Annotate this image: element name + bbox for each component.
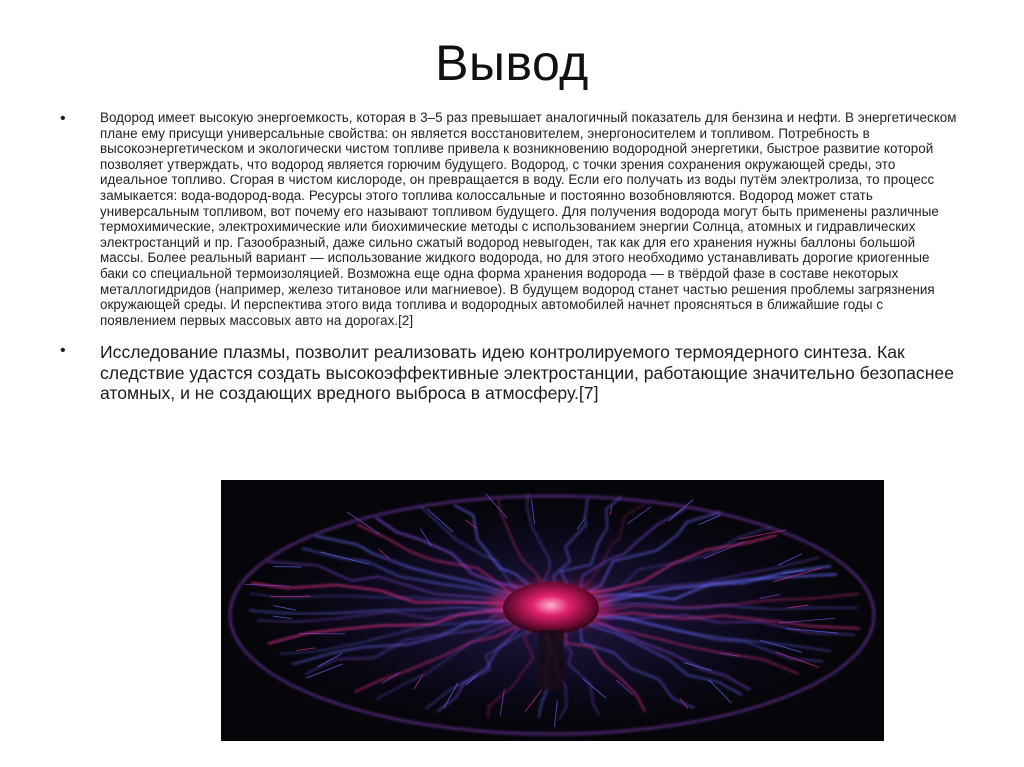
bullet-marker: • [60,110,66,127]
bullet-item-hydrogen [60,110,960,328]
plasma-ball-illustration [221,480,884,741]
plasma-image [221,480,884,741]
plasma-core [503,582,599,634]
bullet-text-plasma: Исследование плазмы, позволит реализовать идею контролируемого термоядерного синтеза. Как следствие удастся создать высокоэффективные электростанции, работающие значительно безопаснее атомных, и не создающих вредного выброса в атмосферу.[7] [100,342,954,404]
core-stem [539,630,563,690]
bullet-list [60,110,960,404]
bullet-text-hydrogen: Водород имеет высокую энергоемкость, которая в 3–5 раз превышает аналогичный показатель для бензина и нефти. В энергетическом плане ему присущи универсальные свойства: он является восстановителем, энергоносителем и топливом. Потребность в высокоэнергетическом и экологически чистом топливе привела к возникновению водородной энергетики, быстрое развитие которой позволяет утверждать, что водород является горючим будущего. Водород, с точки зрения сохранения окружающей среды, это идеальное топливо. Сгорая в чистом кислороде, он превращается в воду. Если его получать из воды путём электролиза, то процесс замыкается: вода-водород-вода. Ресурсы этого топлива колоссальные и постоянно возобновляются. Водород может стать универсальным топливом, вот почему его называют топливом будущего. Для получения водорода могут быть применены различные термохимические, электрохимические или биохимические методы с использованием энергии Солнца, атомных и гидравлических электростанций и пр. Газообразный, даже сильно сжатый водород невыгоден, так как для его хранения нужны баллоны большой массы. Более реальный вариант — использование жидкого водорода, но для этого необходимо устанавливать дорогие криогенные баки со специальной термоизоляцией. Возможна еще одна форма хранения водорода — в твёрдой фазе в составе некоторых металлогидридов (например, железо титановое или магниевое). В будущем водород станет частью решения проблемы загрязнения окружающей среды. И перспектива этого вида топлива и водородных автомобилей начнет проясняться в ближайшие годы с появлением первых массовых авто на дорогах.[2] [100,110,957,328]
bullet-marker: • [60,342,66,360]
slide-title: Вывод [435,35,589,91]
bullet-item-plasma [60,342,960,404]
